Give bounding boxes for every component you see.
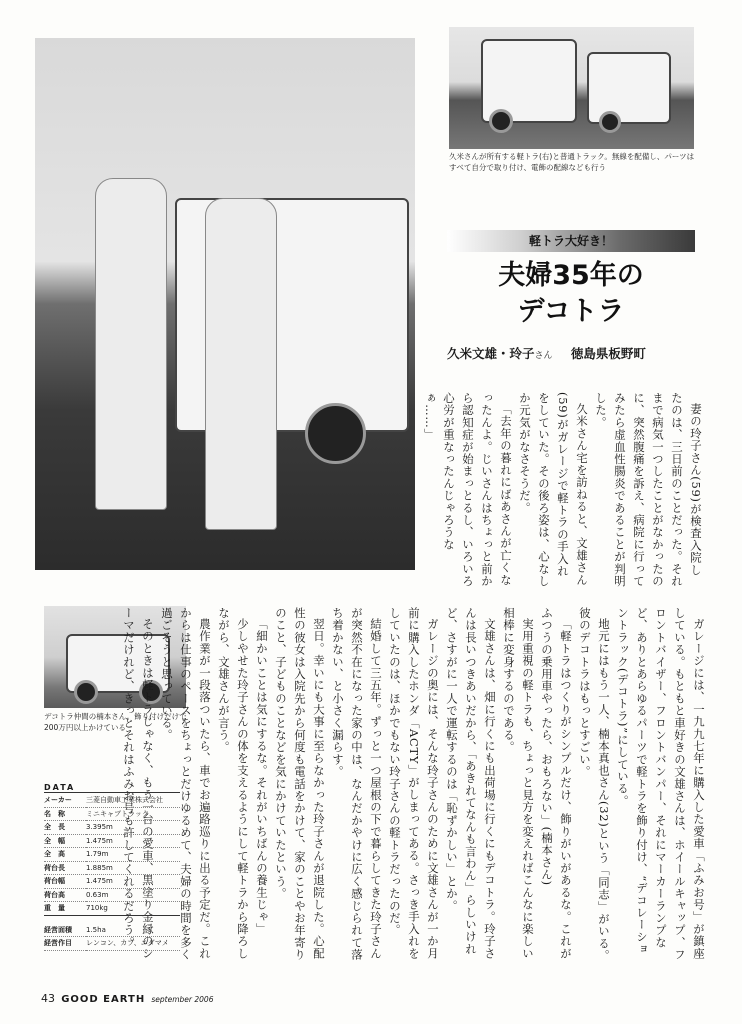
spec-value: 1.79m (86, 848, 180, 862)
story-paragraph: 実用重視の軽トラも、ちょっと見方を変えればこんなに楽しい相棒に変身するのである。 (502, 607, 535, 960)
story-paragraph: 「細かいことは気にするな。それがいちばんの養生じゃ」 (255, 618, 269, 936)
spec-label: 全 幅 (44, 834, 86, 848)
spec-row (44, 807, 180, 821)
truck-wheel (305, 403, 366, 464)
byline-name: 久米文雄・玲子 (447, 346, 535, 361)
story-paragraph: 少しやせた玲子さんの体を支えるようにして軽トラから降ろしながら、文雄さんが言う。 (217, 607, 250, 960)
spec-row (44, 915, 180, 937)
story-paragraph: 翌日。幸いにも大事に至らなかった玲子さんが退院した。心配性の彼女は入院先から何度も電話をかけて、家のことやお年寄りのこと、子どものことなどを気にかけていたという。 (274, 607, 326, 961)
regular-truck-graphic (587, 52, 671, 124)
wife-figure (205, 198, 277, 530)
kicker-label: 軽トラ大好き！ (528, 234, 613, 248)
page-footer (41, 992, 213, 1005)
headline-line-2: デコトラ (517, 296, 625, 327)
byline (447, 344, 695, 362)
story-paragraph: 農作業が一段落ついたら、車でお遍路巡りに出る予定だ。これからは仕事のペースをちょっとだけゆるめて、夫婦の時間を多く過ごそうと思っている。 (160, 607, 212, 961)
spec-row (44, 834, 180, 848)
main-photo-couple-with-truck (35, 38, 415, 570)
farm-label: 経営作目 (44, 937, 86, 951)
story-paragraph: ガレージの奥には、そんな玲子さんのために文雄さんが一か月前に購入したホンダ「ACTY」がしまってある。さっき手入れをしていたのは、ほかでもない玲子さんの軽トラだったのだ。 (388, 607, 440, 960)
magazine-name: GOOD EARTH (61, 994, 146, 1005)
story-paragraph: 久米さん宅を訪ねると、文雄さん(59)がガレージで軽トラの手入れをしていた。その後ろ姿は、心なしか元気がなさそうだ。 (518, 392, 589, 588)
husband-figure (95, 178, 167, 510)
wheel (74, 680, 98, 704)
story-paragraph: 地元にはもう一人、楠本真也さん(32)という「同志」がいる。彼のデコトラはもっとすごい。 (578, 607, 611, 963)
byline-suffix: さん (534, 351, 553, 361)
story-paragraph: 妻の玲子さん(59)が検査入院したのは、三日前のことだった。それまで病気一つしたことがなかったのに、突然腹痛を訴え、病院に行ってみたら虚血性腸炎であることが判明した。 (594, 392, 703, 588)
farm-label: 経営面積 (44, 915, 86, 937)
spec-value: 1.885m (86, 861, 180, 875)
spec-label: 荷台幅 (44, 875, 86, 889)
story-part-1 (400, 392, 705, 588)
data-box-title: DATA (44, 783, 76, 792)
wheel (489, 109, 513, 133)
data-spec-table (44, 794, 180, 951)
spec-label: 全 高 (44, 848, 86, 862)
top-photo-caption: 久米さんが所有する軽トラ(右)と普通トラック。無線を配備し、パーツはすべて自分で取り付け、電飾の配線なども行う (449, 152, 695, 172)
spec-row (44, 875, 180, 889)
spec-value: ミニキャブトラック (86, 807, 180, 821)
spec-label: メーカー (44, 794, 86, 807)
spec-value: 三菱自動車工業株式会社 (86, 794, 180, 807)
issue-date: september 2006 (151, 995, 214, 1004)
spec-row (44, 888, 180, 902)
farm-value: 1.5ha (86, 915, 180, 937)
headline-line-1: 夫婦35年の (498, 260, 644, 291)
spec-value: 0.63m (86, 888, 180, 902)
spec-label: 荷台長 (44, 861, 86, 875)
small-photo-caption: デコトラ仲間の楠本さん。飾り付けだけで200万円以上かけている (44, 712, 187, 732)
spec-row (44, 794, 180, 807)
headline (447, 258, 695, 330)
spec-value: 710kg (86, 902, 180, 916)
byline-place: 徳島県板野町 (570, 346, 646, 361)
wheel (599, 111, 621, 133)
farm-value: レンコン、カブ、エダマメ (86, 937, 180, 951)
story-paragraph: ガレージには、一九九七年に購入した愛車「ふみお号」が鎮座している。もともと車好きの文雄さんは、ホイールキャップ、フロントバイザー、フロントバンパー、それにマーカーランプなど、ありとあらゆるパーツで軽トラを飾り付け、“デコレーショントラック(デコトラ)”にしている。 (616, 607, 706, 961)
page-number: 43 (41, 992, 55, 1005)
spec-row (44, 821, 180, 835)
spec-label: 荷台高 (44, 888, 86, 902)
story-paragraph: そのときは軽トラじゃなく、もう一台の愛車、黒塗り金縁のシーマだけれど、きっとそれはふみお号も許してくれるだろう。 (122, 607, 155, 960)
story-paragraph: 文雄さんは、畑に行くにも出荷場に行くにもデコトラ。玲子さんは長いつきあいだから、「あきれてなんも言わん」らしいけれど、さすがに一人で運転するのは「恥ずかしい」とか。 (445, 607, 497, 960)
data-box-top-rule (44, 792, 180, 793)
spec-row (44, 902, 180, 916)
spec-row (44, 848, 180, 862)
spec-value: 1.475m (86, 875, 180, 889)
top-photo-trucks (449, 27, 694, 149)
story-paragraph: 「軽トラはつくりがシンプルだけ、飾りがいがあるな。これがふつうの乗用車やったら、おもろない」(楠本さん) (540, 607, 573, 960)
spec-label: 重 量 (44, 902, 86, 916)
spec-label: 全 長 (44, 821, 86, 835)
story-paragraph: 「去年の暮れにばあさんが亡くなったんよ。じいさんはちょっと前から認知症が始まっとるし、いろいろ心労が重なったんじゃろうなぁ……」 (423, 392, 513, 588)
spec-row (44, 861, 180, 875)
spec-value: 1.475m (86, 834, 180, 848)
spec-value: 3.395m (86, 821, 180, 835)
spec-label: 名 称 (44, 807, 86, 821)
story-paragraph: 結婚して三五年。ずっと一つ屋根の下で暮らしてきた玲子さんが突然不在になった家の中は、なんだかやけに広く感じられて落ち着かない、と小さく漏らす。 (331, 607, 383, 961)
spec-row (44, 937, 180, 951)
